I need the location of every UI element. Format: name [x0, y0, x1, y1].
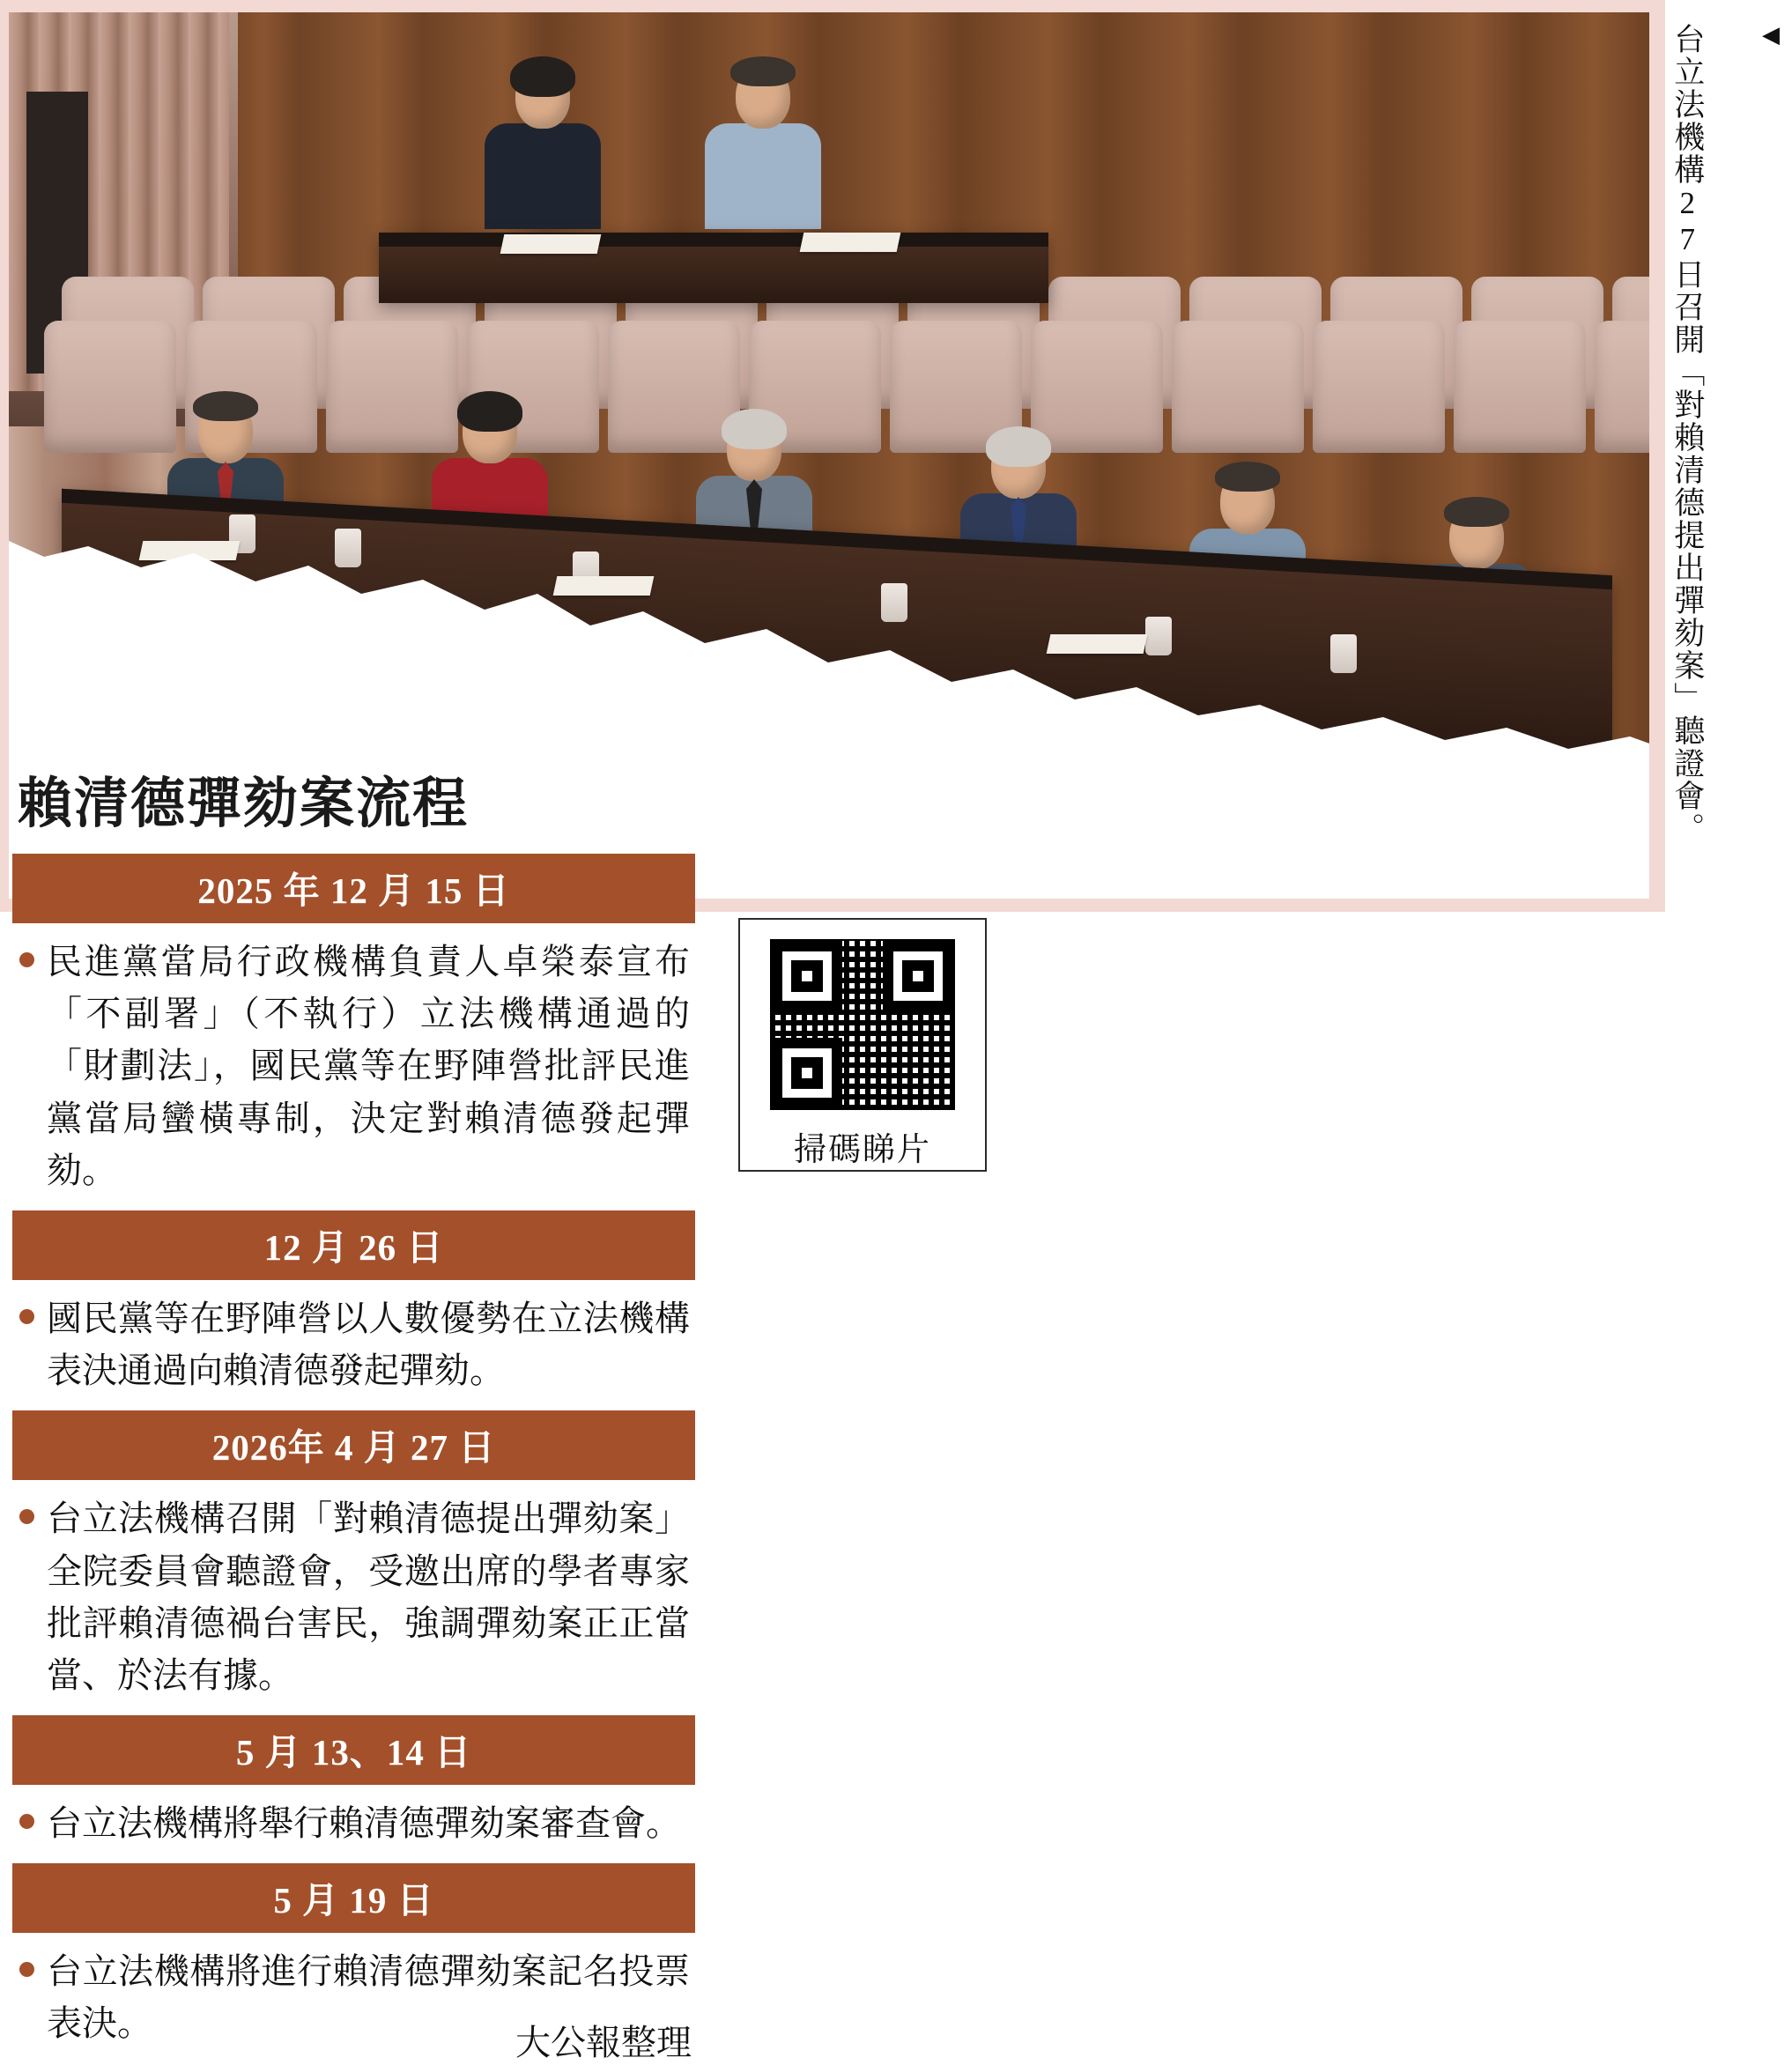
- timeline-text-4: 台立法機構將舉行賴清德彈劾案審查會。: [47, 1803, 681, 1844]
- person-head: [515, 63, 570, 129]
- timeline-panel: [12, 759, 695, 2065]
- person-hair: [510, 56, 575, 97]
- timeline-text-5: 台立法機構將進行賴清德彈劾案記名投票表決。: [47, 1951, 690, 2044]
- person-hair: [730, 56, 796, 86]
- timeline-date-5: 5 月 19 日: [12, 1863, 695, 1933]
- person-head: [727, 416, 781, 481]
- person-hair: [722, 409, 787, 449]
- drink-cup: [1145, 617, 1172, 655]
- necktie: [746, 479, 762, 534]
- person-head: [991, 433, 1046, 499]
- drink-cup: [335, 529, 361, 567]
- person-upper-left: [485, 63, 601, 229]
- person-head: [198, 398, 253, 463]
- seat: [1595, 321, 1649, 453]
- timeline-text-1: 民進黨當局行政機構負責人卓榮泰宣布「不副署」（不執行）立法機構通過的「財劃法」，國民黨等在野陣營批評民進黨當局蠻橫專制，決定對賴清德發起彈劾。: [47, 942, 690, 1190]
- timeline-date-3: 2026年 4 月 27 日: [12, 1410, 695, 1480]
- seat: [1313, 321, 1445, 453]
- bench-top-edge: [379, 233, 1048, 247]
- bullet-icon: [19, 952, 34, 967]
- qr-code-block[interactable]: [738, 918, 987, 1172]
- bench-upper: [379, 233, 1048, 303]
- documents: [553, 576, 655, 596]
- photo-caption-text: 台立法機構27日召開「對賴清德提出彈劾案」聽證會。: [1670, 23, 1705, 845]
- qr-code-icon[interactable]: [770, 939, 955, 1110]
- timeline-item-3: [12, 1480, 695, 1715]
- seat: [1172, 321, 1304, 453]
- documents: [800, 233, 901, 252]
- bullet-icon: [19, 1814, 34, 1829]
- person-head: [736, 63, 790, 129]
- caption-arrow-icon: ◀: [1762, 21, 1780, 48]
- person-hair: [457, 391, 522, 432]
- drink-cup: [881, 583, 907, 622]
- qr-code-label: 掃碼睇片: [794, 1132, 931, 1168]
- timeline-text-3: 台立法機構召開「對賴清德提出彈劾案」全院委員會聽證會，受邀出席的學者專家批評賴清德禍台害民，強調彈劾案正正當當、於法有據。: [47, 1499, 690, 1695]
- person-body: [705, 123, 821, 229]
- timeline-date-2: 12 月 26 日: [12, 1210, 695, 1280]
- person-hair: [1215, 462, 1280, 492]
- documents: [500, 234, 602, 254]
- person-hair: [1444, 497, 1509, 527]
- person-body: [485, 123, 601, 229]
- timeline-text-2: 國民黨等在野陣營以人數優勢在立法機構表決通過向賴清德發起彈劾。: [47, 1298, 690, 1391]
- timeline-title: 賴清德彈劾案流程: [18, 774, 470, 834]
- drink-cup: [1330, 634, 1357, 673]
- documents: [1047, 634, 1148, 654]
- seat: [44, 321, 176, 453]
- seat-row-middle: [44, 321, 1649, 453]
- timeline-item-1: [12, 923, 695, 1210]
- person-hair: [193, 391, 258, 421]
- timeline-credit: 大公報整理: [515, 2022, 692, 2062]
- person-hair: [986, 426, 1051, 467]
- seat: [1454, 321, 1586, 453]
- person-head: [463, 398, 517, 463]
- photo-caption-block: [1665, 0, 1792, 912]
- timeline-date-4: 5 月 13、14 日: [12, 1715, 695, 1785]
- timeline-item-2: [12, 1280, 695, 1410]
- person-head: [1449, 504, 1504, 569]
- qr-finder-icon: [772, 1038, 842, 1108]
- timeline-item-4: [12, 1785, 695, 1863]
- person-upper-right: [705, 63, 821, 229]
- bullet-icon: [19, 1509, 34, 1524]
- person-head: [1220, 469, 1275, 534]
- bullet-icon: [19, 1962, 34, 1977]
- timeline-date-1: 2025 年 12 月 15 日: [12, 854, 695, 923]
- bullet-icon: [19, 1309, 34, 1324]
